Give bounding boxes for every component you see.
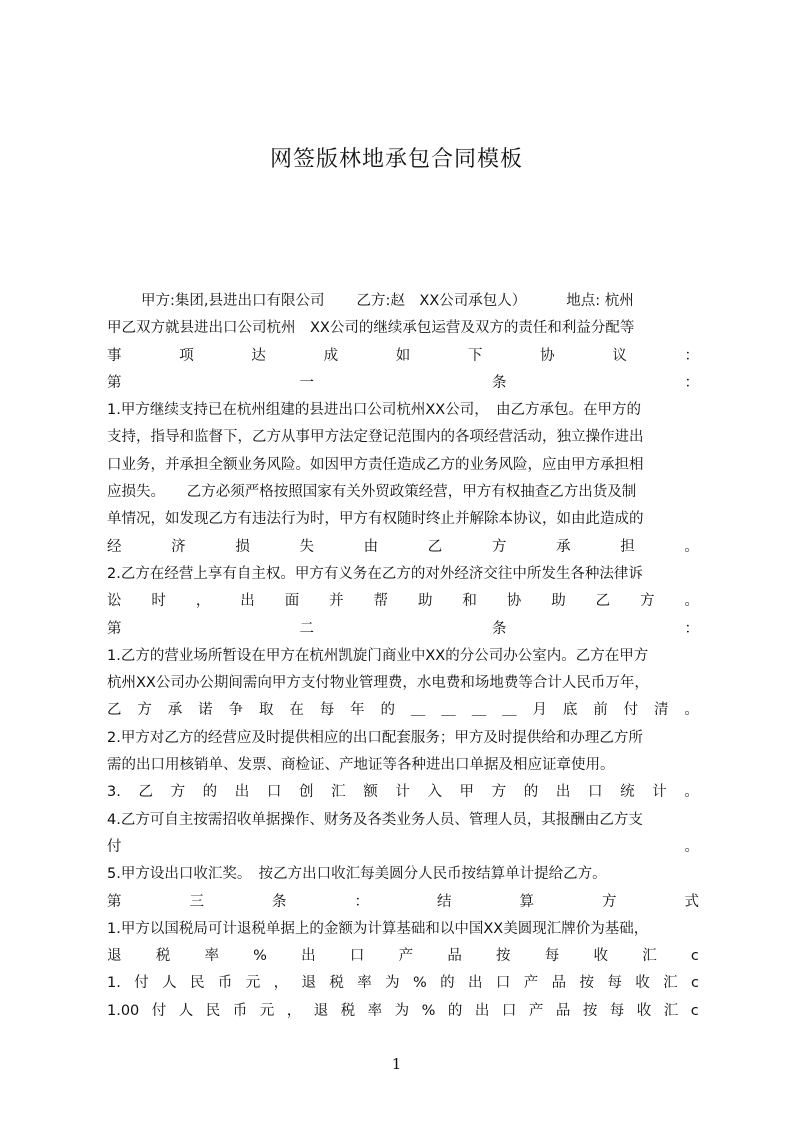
text-char: 式 [684,893,699,910]
text-char: ＿ [441,702,456,719]
text-char: 出 [555,784,571,801]
text-char: 统 [620,784,635,801]
text-char: 率 [204,948,219,965]
text-char: 品 [447,948,462,965]
text-char: 条 [272,893,287,910]
text-line [107,779,699,806]
text-char: 经 [107,538,122,555]
text-char: 失 [299,538,314,555]
text-char: 的 [447,1002,463,1019]
text-char: 乙 [138,784,153,801]
contract-body [107,288,699,1025]
text-char: 每 [544,948,560,965]
text-line [107,970,699,997]
text-char: 每 [609,1002,625,1019]
text-char: 损 [235,538,250,555]
text-char: % [412,975,427,992]
text-char: 入 [427,784,442,801]
text-char: 出 [240,593,255,610]
text-char: ＿ [410,702,426,719]
text-char: 人 [178,1002,194,1019]
text-char: 担 [620,538,635,555]
text-char: 讼 [107,593,122,610]
text-char: 每 [319,702,335,719]
text-char: 出 [468,975,483,992]
text-char: 为 [394,1002,410,1019]
text-char: 口 [266,784,282,801]
text-char: c [690,1002,699,1019]
text-line: 1.乙方的营业场所暂设在甲方在杭州凯旋门商业中XX的分公司办公室内。乙方在甲方 [107,647,649,664]
text-char: 助 [417,593,433,610]
text-char: 的 [440,975,455,992]
text-char: 计 [395,784,410,801]
text-char: 产 [398,948,414,965]
text-line [107,534,699,561]
text-char: 帮 [373,593,389,610]
page-number: 1 [391,1055,402,1073]
text-char: 收 [635,975,650,992]
text-char: 济 [171,538,186,555]
text-line [107,343,699,370]
text-char: 取 [258,702,274,719]
text-char: 前 [593,702,608,719]
text-char: 付 [623,702,639,719]
document-title: 网签版林地承包合同模板 [269,147,523,172]
text-char: 甲 [459,784,475,801]
text-char: 结 [437,893,452,910]
text-char: 按 [582,1002,598,1019]
text-char: ＿ [471,702,487,719]
text-char: 元 [245,975,261,992]
text-char: 额 [363,784,378,801]
text-char: 的 [523,784,539,801]
text-char: 品 [551,975,567,992]
text-char: 方 [491,784,507,801]
text-char: 收 [593,948,608,965]
text-char: 付 [151,1002,167,1019]
text-char: 清 [654,702,669,719]
text-char: 事 [107,347,122,364]
text-char: 。 [684,538,699,555]
text-char: 品 [555,1002,571,1019]
text-char: 每 [607,975,622,992]
text-line: 杭州XX公司办公期间需向甲方支付物业管理费，水电费和场地费等合计人民币万年， [107,675,649,692]
text-char: 方 [602,893,617,910]
text-char: 第 [107,620,122,637]
text-char: 1. [107,975,121,992]
text-char: 第 [107,893,122,910]
text-char: c [690,948,699,965]
text-char: 率 [357,975,372,992]
text-line [107,370,699,397]
text-char: 币 [217,975,233,992]
text-char: 乙 [595,593,611,610]
text-char: 协 [506,593,522,610]
text-line: 口业务，并承担全额业务风险。如因甲方责任造成乙方的业务风险，应由甲方承担相 [107,456,644,473]
text-char: 税 [340,1002,356,1019]
text-char: 方 [170,784,186,801]
text-char: 税 [329,975,344,992]
text-char: 方 [491,538,507,555]
text-char: 一 [299,374,314,391]
text-char: 为 [385,975,400,992]
text-char: 口 [587,784,603,801]
text-char: 方 [640,593,655,610]
text-line [107,943,699,970]
text-line [107,998,699,1025]
text-char: 税 [155,948,171,965]
text-char: 在 [289,702,304,719]
text-char: 下 [467,347,483,364]
text-char: 和 [462,593,477,610]
text-char: 承 [556,538,571,555]
text-char: 汇 [331,784,346,801]
paragraph-lines [107,315,699,1025]
text-char: 的 [380,702,396,719]
text-char: 按 [579,975,594,992]
text-char: 。 [684,702,699,719]
text-char: 口 [501,1002,517,1019]
party-a: 甲方:集团,县进出口有限公司 [141,293,325,309]
text-char: 。 [684,784,699,801]
text-line: 4.乙方可自主按需招收单据操作、财务及各类业务人员、管理人员，其报酬由乙方支 [107,811,643,828]
text-char: 议 [612,347,627,364]
text-char: ， [195,593,211,610]
text-char: 退 [301,975,316,992]
text-char: 计 [652,784,667,801]
text-line [107,697,699,724]
text-char: ＿ [502,702,517,719]
text-char: 条 [492,620,507,637]
text-char: 口 [349,948,365,965]
text-char: 3. [107,784,121,801]
text-char: ， [273,975,289,992]
text-char: 时 [151,593,166,610]
text-char: 如 [395,347,411,364]
text-char: 并 [329,593,344,610]
text-char: 产 [523,975,539,992]
text-char: 人 [162,975,177,992]
text-char: 出 [474,1002,490,1019]
text-char: c [691,975,699,992]
text-char: 达 [251,347,266,364]
text-char: 付 [134,975,149,992]
place: 地点: 杭州 [566,293,634,309]
text-char: ： [684,374,699,391]
text-char: 口 [495,975,511,992]
text-line [107,588,699,615]
text-char: 汇 [663,1002,679,1019]
text-char: 1.00 [107,1002,140,1019]
text-char: 率 [367,1002,383,1019]
text-char: ， [286,1002,302,1019]
text-char: 争 [228,702,244,719]
text-char: 按 [496,948,511,965]
text-char: 底 [562,702,578,719]
text-line: 单情况，如发现乙方有违法行为时，甲方有权随时终止并解除本协议，如由此造成的 [107,511,644,528]
text-line: 2.乙方在经营上享有自主权。甲方有义务在乙方的对外经济交往中所发生各种法律诉 [107,565,643,582]
text-char: 由 [363,538,379,555]
text-char: 收 [636,1002,652,1019]
text-char: 乙 [107,702,122,719]
text-line [107,834,699,861]
text-char: 第 [107,374,122,391]
text-char: 算 [519,893,534,910]
text-char: 创 [299,784,314,801]
text-char: 。 [684,838,699,855]
text-char: 协 [540,347,555,364]
text-line: 甲乙双方就县进出口公司杭州 XX公司的继续承包运营及双方的责任和利益分配等 [107,320,635,337]
text-line: 2.甲方对乙方的经营应及时提供相应的出口配套服务；甲方及时提供给和办理乙方所 [107,729,643,746]
text-char: 年 [350,702,365,719]
text-line [107,616,699,643]
text-char: 条 [492,374,507,391]
text-char: 币 [232,1002,248,1019]
text-char: 项 [179,347,194,364]
party-b: 乙方:赵 XX公司承包人） [356,293,527,309]
text-line: 1.甲方以国税局可计退税单据上的金额为计算基础和以中国XX美圆现汇牌价为基础， [107,920,649,937]
text-char: 。 [684,593,699,610]
text-char: ： [684,620,699,637]
text-char: 承 [167,702,183,719]
header-line [107,288,699,315]
text-char: 产 [528,1002,544,1019]
text-char: ： [354,893,369,910]
text-char: 退 [313,1002,329,1019]
text-char: % [421,1002,436,1019]
text-line: 5.甲方设出口收汇奖。 按乙方出口收汇每美圆分人民币按结算单计提给乙方。 [107,866,607,883]
text-char: 民 [205,1002,221,1019]
text-char: 面 [284,593,300,610]
text-line: 1.甲方继续支持已在杭州组建的县进出口公司杭州XX公司， 由乙方承包。在甲方的 [107,402,641,419]
text-char: ： [684,347,699,364]
text-char: 元 [259,1002,275,1019]
text-char: 汇 [663,975,678,992]
text-char: 月 [532,702,547,719]
text-char: 三 [189,893,204,910]
text-char: 诺 [198,702,213,719]
text-char: 民 [189,975,205,992]
text-line: 需的出口用核销单、发票、商检证、产地证等各种进出口单据及相应证章使用。 [107,757,615,774]
text-char: 汇 [642,948,657,965]
text-line: 支持，指导和监督下，乙方从事甲方法定登记范围内的各项经营活动，独立操作进出 [107,429,644,446]
text-char: 付 [107,838,122,855]
text-char: 助 [551,593,566,610]
text-char: 二 [299,620,314,637]
text-char: % [253,948,267,965]
text-char: 出 [234,784,250,801]
text-char: 方 [137,702,152,719]
text-char: 出 [301,948,316,965]
text-char: 的 [202,784,218,801]
text-char: 乙 [427,538,443,555]
text-line [107,889,699,916]
text-line: 应损失。 乙方必须严格按照国家有关外贸政策经营，甲方有权抽查乙方出货及制 [107,484,637,501]
text-char: 退 [107,948,122,965]
text-char: 成 [323,347,339,364]
